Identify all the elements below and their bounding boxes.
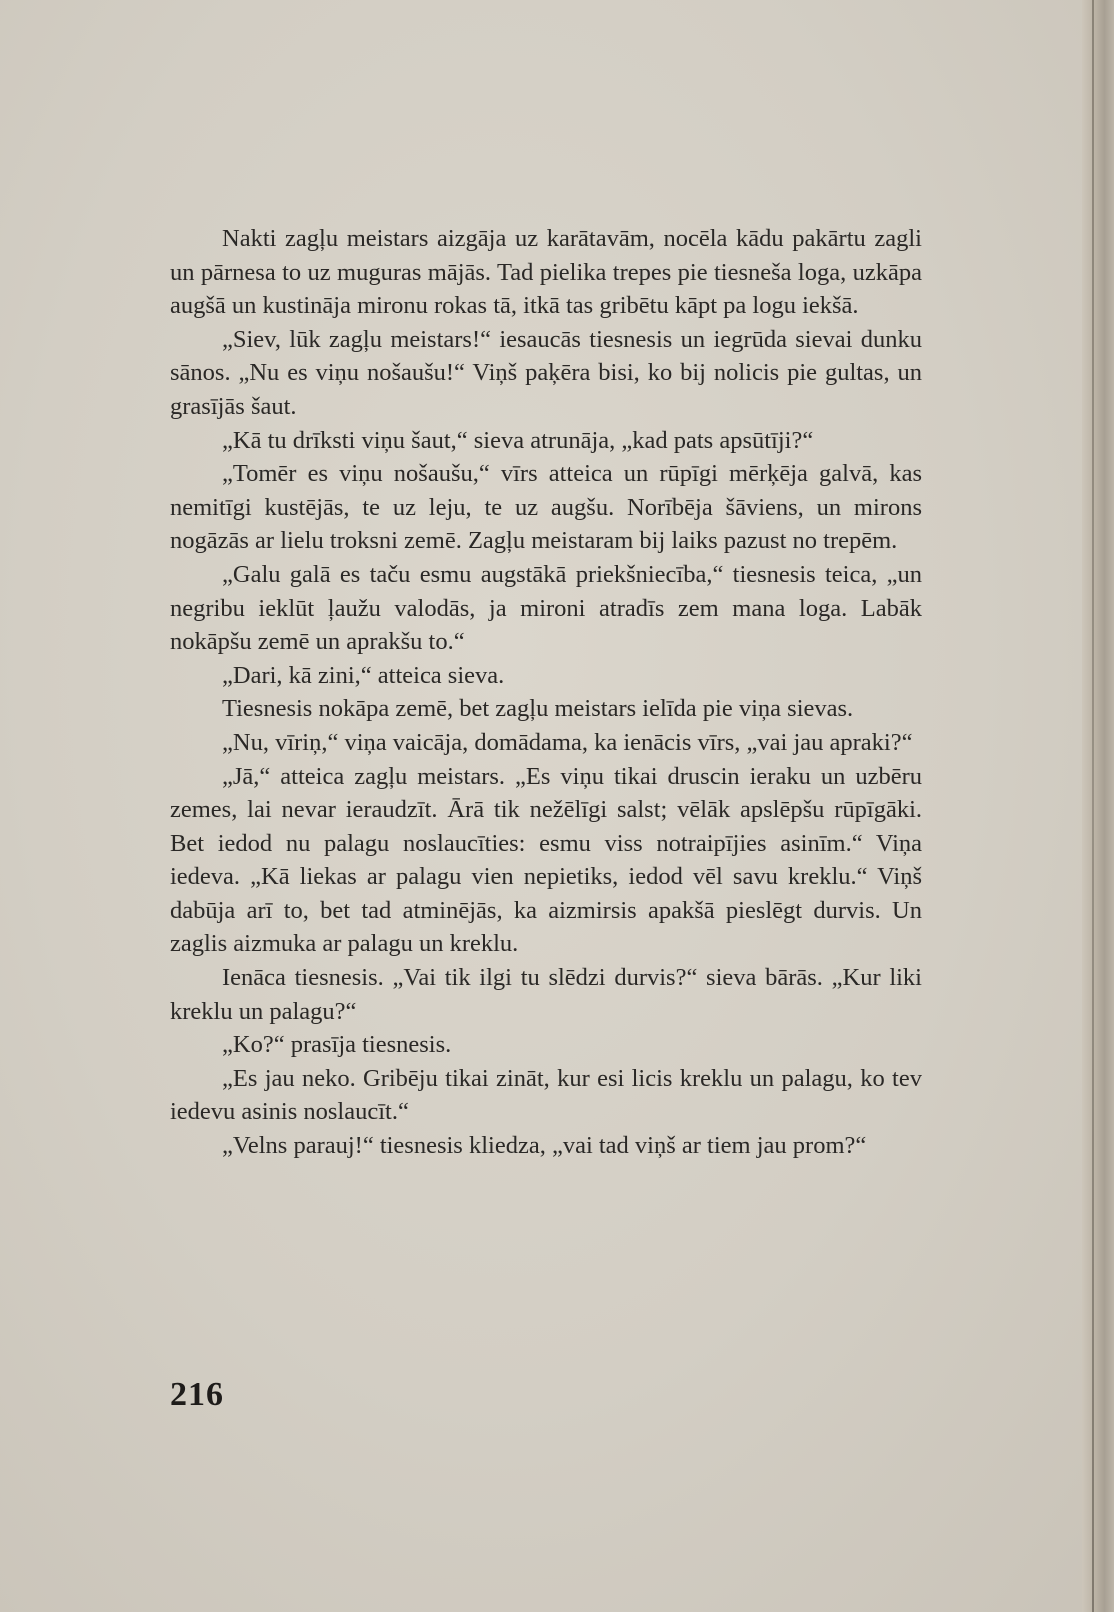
paragraph: Tiesnesis nokāpa zemē, bet zagļu meistars ielīda pie viņa sievas.: [222, 695, 854, 723]
paragraph: Nakti zagļu meistars aizgāja uz karātavām, nocēla kādu pakārtu zagli un pārnesa to uz muguras mājās. Tad pielika trepes pie tiesneša loga, uzkāpa augšā un kustināja mironu rokas tā, itkā tas gribētu kāpt pa logu iekšā.: [170, 225, 922, 320]
paragraph: „Tomēr es viņu nošaušu,“ vīrs atteica un rūpīgi mērķēja galvā, kas nemitīgi kustējās, te uz leju, te uz augšu. Norībēja šāviens, un mirons nogāzās ar lielu troksni zemē. Zagļu meistaram bij laiks pazust no trepēm.: [170, 460, 922, 555]
paragraph: „Kā tu drīksti viņu šaut,“ sieva atrunāja, „kad pats apsūtīji?“: [222, 426, 814, 454]
paragraph: „Galu galā es taču esmu augstākā priekšniecība,“ tiesnesis teica, „un negribu ieklūt ļaužu valodās, ja mironi atradīs zem mana loga. Labāk nokāpšu zemē un aprakšu to.“: [170, 560, 922, 656]
paragraph: Ienāca tiesnesis. „Vai tik ilgi tu slēdzi durvis?“ sieva bārās. „Kur liki kreklu un palagu?“: [170, 964, 922, 1025]
book-spine-edge: [1082, 0, 1114, 1612]
paragraph: „Nu, vīriņ,“ viņa vaicāja, domādama, ka ienācis vīrs, „vai jau apraki?“: [222, 728, 913, 756]
paragraph: „Es jau neko. Gribēju tikai zināt, kur esi licis kreklu un palagu, ko tev iedevu asinis noslaucīt.“: [170, 1064, 922, 1126]
paragraph: „Ko?“ prasīja tiesnesis.: [222, 1031, 452, 1059]
page-number: 216: [170, 1376, 224, 1413]
paragraph: „Siev, lūk zagļu meistars!“ iesaucās tiesnesis un iegrūda sievai dunku sānos. „Nu es viņu nošaušu!“ Viņš paķēra bisi, ko bij nolicis pie gultas, un grasījās šaut.: [170, 325, 922, 420]
spine-fold-line: [1092, 0, 1094, 1612]
paragraph: „Dari, kā zini,“ atteica sieva.: [222, 661, 505, 689]
body-text: [170, 222, 922, 1163]
paragraph: „Jā,“ atteica zagļu meistars. „Es viņu tikai druscin ieraku un uzbēru zemes, lai nevar ieraudzīt. Ārā tik nežēlīgi salst; vēlāk apslēpšu rūpīgāki. Bet iedod nu palagu noslaucīties: esmu viss notraipījies asinīm.“ Viņa iedeva. „Kā liekas ar palagu vien nepietiks, iedod vēl savu kreklu.“ Viņš dabūja arī to, bet tad atminējās, ka aizmirsis apakšā pieslēgt durvis. Un zaglis aizmuka ar palagu un kreklu.: [170, 762, 922, 958]
paragraph: „Velns parauj!“ tiesnesis kliedza, „vai tad viņš ar tiem jau prom?“: [222, 1132, 867, 1160]
